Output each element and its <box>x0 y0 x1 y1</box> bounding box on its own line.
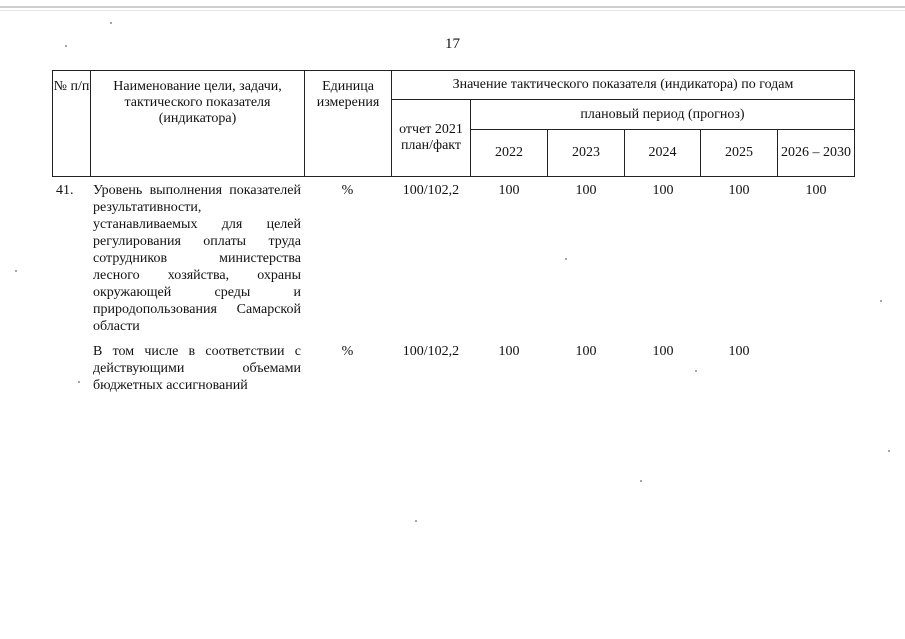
year-value: 100 <box>575 183 597 198</box>
scan-speck <box>415 520 417 522</box>
year-value: 100 <box>652 344 674 359</box>
scan-edge-line <box>0 6 905 8</box>
header-report: отчет 2021 план/факт <box>392 100 471 177</box>
header-num: № п/п <box>53 71 91 177</box>
header-name: Наименование цели, задачи, тактического показателя (индикатора) <box>91 71 305 177</box>
scan-speck <box>880 300 882 302</box>
report-value: 100/102,2 <box>402 344 460 359</box>
year-value: 100 <box>728 183 750 198</box>
scan-speck <box>78 381 80 383</box>
year-value: 100 <box>805 183 827 198</box>
row-number: 41. <box>56 183 74 198</box>
scan-edge-line <box>0 10 905 11</box>
indicator-table-header <box>52 70 855 177</box>
scan-speck <box>565 258 567 260</box>
page-number: 17 <box>445 36 460 52</box>
header-year: 2024 <box>625 130 701 177</box>
year-value: 100 <box>498 183 520 198</box>
scan-speck <box>110 22 112 24</box>
header-year: 2025 <box>701 130 778 177</box>
header-year: 2026 – 2030 <box>778 130 855 177</box>
header-plan-period: плановый период (прогноз) <box>471 100 855 130</box>
scan-speck <box>65 45 67 47</box>
header-year: 2022 <box>471 130 548 177</box>
scan-speck <box>640 480 642 482</box>
header-unit: Единица измерения <box>305 71 392 177</box>
report-value: 100/102,2 <box>402 183 460 198</box>
header-values-title: Значение тактического показателя (индикатора) по годам <box>392 71 855 100</box>
scan-speck <box>695 370 697 372</box>
year-value: 100 <box>728 344 750 359</box>
scan-speck <box>888 450 890 452</box>
year-value: 100 <box>498 344 520 359</box>
indicator-name: В том числе в соответствии с действующими объемами бюджетных ассигнований <box>93 344 301 393</box>
indicator-name: Уровень выполнения показателей результативности, устанавливаемых для целей регулирования оплаты труда сотрудников министерства лесного хозяйства, охраны окружающей среды и природопользования Самарской области <box>93 183 301 334</box>
unit-value: % <box>341 183 354 198</box>
scan-speck <box>15 270 17 272</box>
year-value: 100 <box>575 344 597 359</box>
header-year: 2023 <box>548 130 625 177</box>
year-value: 100 <box>652 183 674 198</box>
unit-value: % <box>341 344 354 359</box>
